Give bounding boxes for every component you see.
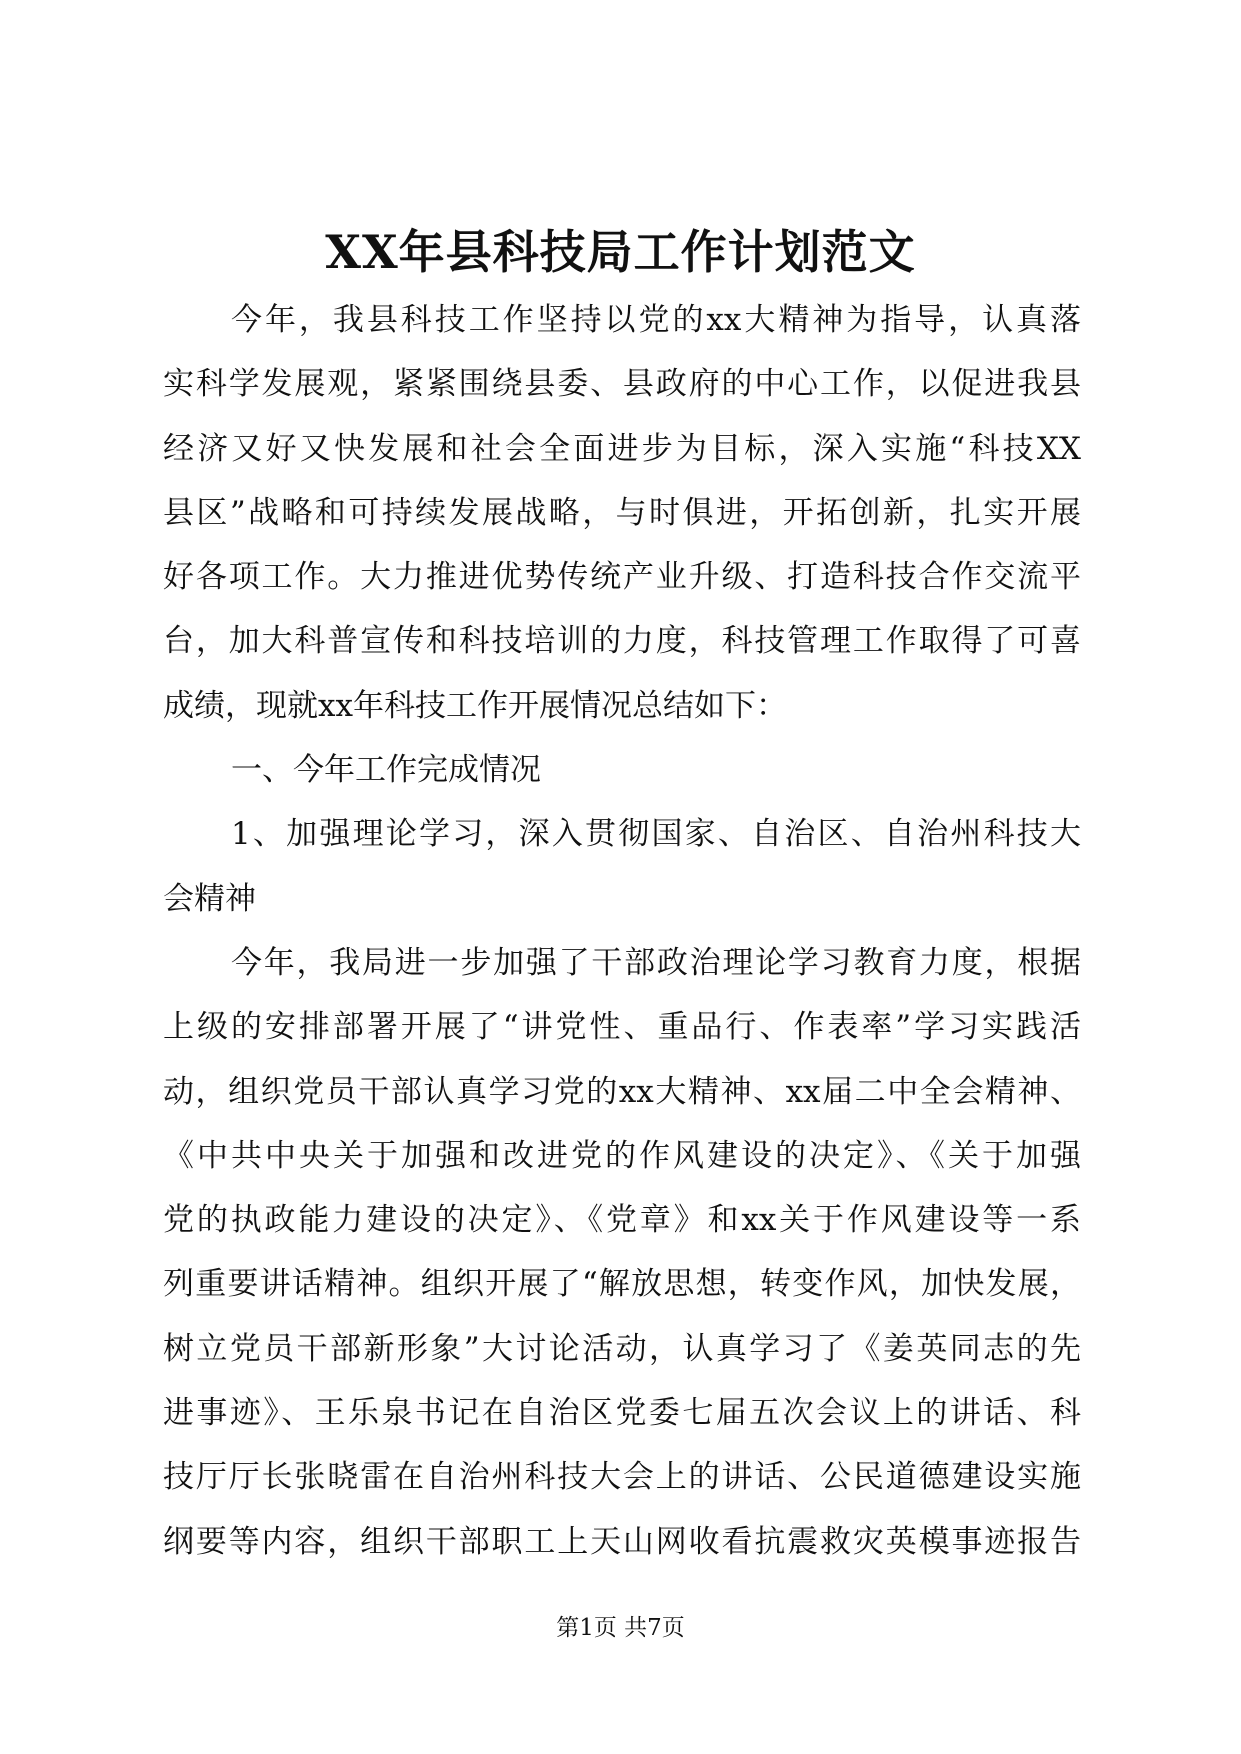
subsection-heading-continued: 会精神 <box>163 880 256 917</box>
text-line: 《中共中央关于加强和改进党的作风建设的决定》、《关于加强 <box>163 1137 1081 1174</box>
text-line: 好各项工作。大力推进优势传统产业升级、打造科技合作交流平 <box>163 559 1081 596</box>
text-line: 树立党员干部新形象”大讨论活动，认真学习了《姜英同志的先 <box>163 1330 1081 1367</box>
text-line: 党的执政能力建设的决定》、《党章》和xx关于作风建设等一系 <box>163 1202 1081 1239</box>
text-line: 台，加大科普宣传和科技培训的力度，科技管理工作取得了可喜 <box>163 623 1081 660</box>
section-heading: 一、今年工作完成情况 <box>231 752 541 789</box>
text-line: 县区”战略和可持续发展战略，与时俱进，开拓创新，扎实开展 <box>163 494 1081 531</box>
text-line: 实科学发展观，紧紧围绕县委、县政府的中心工作，以促进我县 <box>163 366 1081 403</box>
text-line: 成绩，现就xx年科技工作开展情况总结如下： <box>163 687 787 724</box>
text-line: 经济又好又快发展和社会全面进步为目标，深入实施“科技XX <box>163 430 1081 467</box>
text-line: 今年，我局进一步加强了干部政治理论学习教育力度，根据 <box>231 944 1081 981</box>
text-line: 今年，我县科技工作坚持以党的xx大精神为指导，认真落 <box>231 302 1081 338</box>
document-title: XX年县科技局工作计划范文 <box>325 225 916 279</box>
text-line: 技厅厅长张晓雷在自治州科技大会上的讲话、公民道德建设实施 <box>163 1459 1081 1496</box>
page-number-footer: 第1页 共7页 <box>556 1615 685 1641</box>
document-body <box>163 288 1081 1574</box>
text-line: 动，组织党员干部认真学习党的xx大精神、xx届二中全会精神、 <box>163 1073 1081 1110</box>
text-line: 列重要讲话精神。组织开展了“解放思想，转变作风，加快发展， <box>163 1266 1081 1303</box>
text-line: 纲要等内容，组织干部职工上天山网收看抗震救灾英模事迹报告 <box>163 1523 1081 1560</box>
text-line: 进事迹》、王乐泉书记在自治区党委七届五次会议上的讲话、科 <box>163 1395 1081 1432</box>
subsection-heading: 1、加强理论学习，深入贯彻国家、自治区、自治州科技大 <box>231 816 1081 853</box>
text-line: 上级的安排部署开展了“讲党性、重品行、作表率”学习实践活 <box>163 1009 1081 1046</box>
